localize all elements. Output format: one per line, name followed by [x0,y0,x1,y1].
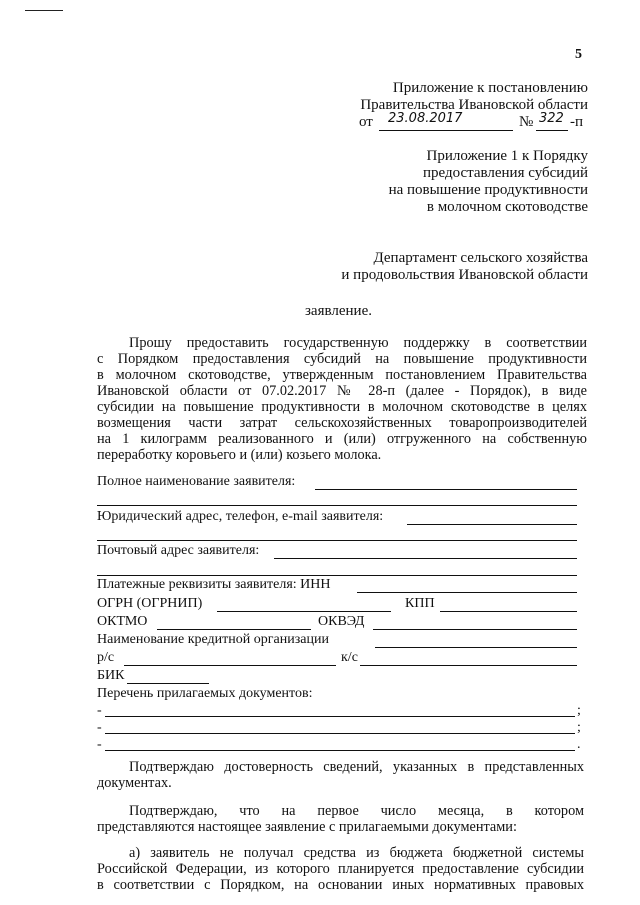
document-bullet-2: - [97,720,102,735]
addressee-line-2: и продовольствия Ивановской области [341,267,588,283]
scan-artifact-line [25,10,63,11]
bik-label: БИК [97,668,125,683]
okved-label: ОКВЭД [318,614,365,629]
full-name-field-line-2[interactable] [97,505,577,506]
document-field-3[interactable] [105,750,575,751]
header-from-label: от [359,114,373,130]
corr-account-field[interactable] [360,665,577,666]
document-title: заявление. [305,303,372,319]
legal-address-field[interactable] [407,524,577,525]
appendix-line-2: предоставления субсидий [422,165,588,181]
document-field-1[interactable] [105,716,575,717]
intro-line-5: субсидии на повышение продуктивности в молочном скотоводстве в целях [97,399,587,415]
documents-label: Перечень прилагаемых документов: [97,686,313,701]
legal-address-label: Юридический адрес, телефон, e-mail заявителя: [97,509,384,524]
document-period-3: . [577,737,581,752]
page-number: 5 [575,47,582,62]
number-handwritten: 322 [539,111,564,126]
intro-line-6: возмещения части затрат сельскохозяйственных товаропроизводителей [97,415,587,431]
postal-address-label: Почтовый адрес заявителя: [97,543,260,558]
intro-line-4: Ивановской области от 07.02.2017 № 28-п (далее - Порядок), в виде [97,383,587,399]
kpp-label: КПП [405,596,435,611]
intro-line-1: Прошу предоставить государственную поддержку в соответствии [129,335,587,351]
bik-field[interactable] [127,683,209,684]
kpp-field[interactable] [440,611,577,612]
payment-details-label: Платежные реквизиты заявителя: ИНН [97,577,331,592]
date-underline [379,130,513,131]
postal-address-field[interactable] [274,558,577,559]
item-a-line-3: в соответствии с Порядком, на основании иных нормативных правовых [97,877,584,893]
confirm-line-1: Подтверждаю достоверность сведений, указанных в представленных [129,759,584,775]
account-label: р/с [97,650,115,665]
addressee-line-1: Департамент сельского хозяйства [373,250,588,266]
ogrn-field[interactable] [217,611,391,612]
bank-label: Наименование кредитной организации [97,632,329,647]
document-bullet-3: - [97,737,102,752]
corr-account-label: к/с [341,650,358,665]
number-suffix: -п [570,114,584,130]
confirm2-line-1: Подтверждаю, что на первое число месяца, в котором [129,803,584,819]
appendix-line-4: в молочном скотоводстве [426,199,588,215]
full-name-label: Полное наименование заявителя: [97,474,296,489]
date-handwritten: 23.08.2017 [388,111,463,126]
appendix-line-3: на повышение продуктивности [388,182,588,198]
full-name-field[interactable] [315,489,577,490]
document-bullet-1: - [97,703,102,718]
appendix-line-1: Приложение 1 к Порядку [426,148,588,164]
header-line-2: Правительства Ивановской области [360,97,588,113]
postal-address-field-line-2[interactable] [97,575,577,576]
confirm2-line-2: представляются настоящее заявление с прилагаемыми документами: [97,819,517,835]
inn-field[interactable] [357,592,577,593]
intro-line-7: на 1 килограмм реализованного и (или) отгруженного на собственную [97,431,587,447]
bank-field[interactable] [375,647,577,648]
ogrn-label: ОГРН (ОГРНИП) [97,596,203,611]
document-semicolon-2: ; [577,720,581,735]
confirm-line-2: документах. [97,775,172,791]
item-a-line-1: а) заявитель не получал средства из бюджета бюджетной системы [129,845,584,861]
intro-line-8: переработку коровьего и (или) козьего молока. [97,447,382,463]
account-field[interactable] [124,665,336,666]
okved-field[interactable] [373,629,577,630]
intro-line-2: с Порядком предоставления субсидий на повышение продуктивности [97,351,587,367]
document-semicolon-1: ; [577,703,581,718]
intro-line-3: в молочном скотоводстве, утвержденным постановлением Правительства [97,367,587,383]
number-underline [536,130,568,131]
oktmo-field[interactable] [157,629,311,630]
item-a-line-2: Российской Федерации, из которого планируется предоставление субсидии [97,861,584,877]
legal-address-field-line-2[interactable] [97,540,577,541]
oktmo-label: ОКТМО [97,614,148,629]
header-line-1: Приложение к постановлению [392,80,588,96]
document-field-2[interactable] [105,733,575,734]
number-sign: № [519,114,534,130]
